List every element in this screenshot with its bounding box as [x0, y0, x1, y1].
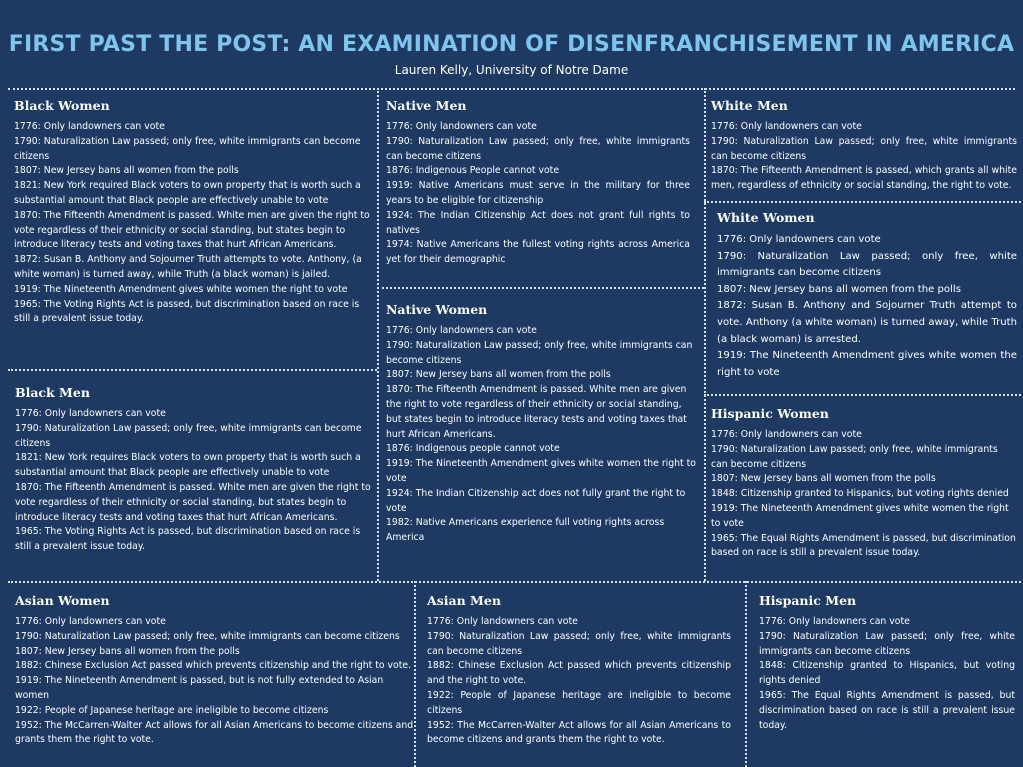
divider-white	[704, 201, 1021, 203]
timeline-entry: 1965: The Voting Rights Act is passed, but discrimination based on race is still a prevalent issue today.	[14, 298, 360, 325]
timeline-entry: 1790: Naturalization Law passed; only free, white immigrants can become citizens	[15, 422, 362, 449]
timeline-entry: 1876: Indigenous people cannot vote	[386, 443, 560, 455]
divider-top	[8, 88, 1015, 90]
section-native-women	[386, 302, 698, 546]
timeline-entry: 1807: New Jersey bans all women from the polls	[711, 473, 936, 485]
timeline-entry: 1919: The Nineteenth Amendment gives white women the right to vote	[717, 350, 1017, 378]
section-asian-women	[15, 593, 415, 748]
section-white-men	[711, 98, 1017, 194]
timeline-entry: 1790: Naturalization Law passed; only free, white immigrants can become citizens	[759, 630, 1015, 657]
timeline-entry: 1919: The Nineteenth Amendment gives white women the right to vote	[14, 283, 348, 295]
timeline-entry: 1952: The McCarren-Walter Act allows for all Asian Americans to become citizens and grants them the right to vote.	[15, 719, 414, 746]
timeline-entry: 1776: Only landowners can vote	[717, 234, 881, 245]
timeline-entry: 1807: New Jersey bans all women from the polls	[717, 283, 961, 295]
timeline-entry: 1776: Only landowners can vote	[711, 429, 862, 440]
timeline-entry: 1882: Chinese Exclusion Act passed which prevents citizenship and the right to vote.	[15, 660, 412, 672]
timeline-entry: 1848: Citizenship granted to Hispanics, but voting rights denied	[711, 488, 1009, 500]
timeline-entry: 1870: The Fifteenth Amendment is passed, which grants all white men, regardless of ethnicity or social standing, the right to vote.	[711, 165, 1017, 192]
timeline-entry: 1982: Native Americans experience full voting rights across America	[386, 517, 665, 544]
timeline-entry: 1807: New Jersey bans all women from the polls	[15, 645, 240, 657]
timeline-entry: 1790: Naturalization Law passed; only free, white immigrants can become citizens	[717, 250, 1017, 279]
section-heading: Hispanic Women	[711, 406, 829, 421]
section-heading: Hispanic Men	[759, 593, 857, 608]
timeline-entry: 1919: Native Americans must serve in the military for three years to be eligible for citizenship	[386, 180, 690, 206]
timeline-entry: 1872: Susan B. Anthony and Sojourner Truth attempts to vote. Anthony, (a white woman) is turned away, while Truth (a black woman) is jailed.	[14, 254, 362, 280]
timeline-entry: 1776: Only landowners can vote	[386, 325, 537, 336]
divider-black	[8, 369, 377, 371]
timeline-entry: 1776: Only landowners can vote	[711, 121, 862, 132]
timeline-entry: 1952: The McCarren-Walter Act allows for all Asian Americans to become citizens and grants them the right to vote.	[427, 719, 731, 746]
timeline-entry: 1776: Only landowners can vote	[15, 408, 166, 419]
timeline-entry: 1919: The Nineteenth Amendment gives white women the right to vote	[711, 502, 1009, 529]
timeline-entry: 1776: Only landowners can vote	[759, 616, 910, 627]
section-heading: Asian Men	[427, 593, 501, 608]
section-heading: Black Men	[15, 385, 90, 400]
section-native-men	[386, 98, 690, 268]
divider-bottom-row	[8, 581, 1021, 583]
timeline-entry: 1790: Naturalization Law passed; only free, white immigrants can become citizens	[386, 135, 690, 162]
timeline-entry: 1965: The Equal Rights Amendment is passed, but discrimination based on race is still a prevalent issue today.	[759, 689, 1015, 731]
timeline-entry: 1776: Only landowners can vote	[386, 121, 537, 132]
poster-subtitle: Lauren Kelly, University of Notre Dame	[394, 63, 629, 77]
timeline-entry: 1974: Native Americans the fullest voting rights across America yet for their demographic	[386, 239, 690, 266]
timeline-entry: 1790: Naturalization Law passed; only free, white immigrants can become citizens	[711, 135, 1017, 162]
timeline-entry: 1807: New Jersey bans all women from the polls	[14, 165, 239, 177]
timeline-entry: 1882: Chinese Exclusion Act passed which prevents citizenship and the right to vote.	[427, 660, 731, 687]
divider-middle-upper	[704, 88, 706, 581]
section-heading: Native Women	[386, 302, 488, 317]
timeline-entry: 1924: The Indian Citizenship Act does not grant full rights to natives	[386, 209, 690, 236]
timeline-entry: 1790: Naturalization Law passed; only free, white immigrants can become citizens	[427, 630, 731, 657]
section-black-men	[15, 385, 373, 555]
timeline-entry: 1922: People of Japanese heritage are ineligible to become citizens	[427, 689, 731, 716]
timeline-entry: 1776: Only landowners can vote	[427, 616, 578, 627]
timeline-entry: 1790: Naturalization Law passed; only free, white immigrants can become citizens	[386, 339, 693, 366]
timeline-entry: 1776: Only landowners can vote	[14, 121, 165, 132]
section-heading: White Women	[717, 210, 815, 225]
timeline-entry: 1776: Only landowners can vote	[15, 616, 166, 627]
section-heading: White Men	[711, 98, 788, 113]
section-hispanic-women	[711, 406, 1017, 561]
timeline-entry: 1790: Naturalization Law passed; only free, white immigrants can become citizens	[15, 630, 400, 642]
timeline-entry: 1790: Naturalization Law passed; only free, white immigrants can become citizens	[14, 135, 361, 162]
section-white-women	[717, 210, 1017, 381]
section-asian-men	[427, 593, 731, 748]
divider-native	[377, 287, 704, 289]
timeline-entry: 1919: The Nineteenth Amendment is passed, but is not fully extended to Asian women	[15, 675, 384, 701]
timeline-entry: 1790: Naturalization Law passed; only free, white immigrants can become citizens	[711, 443, 998, 470]
timeline-entry: 1870: The Fifteenth Amendment is passed. White men are given the right to vote regardless of their ethnicity or social standing, but states begin to introduce literacy tests and voting taxes that hurt African Americans.	[14, 209, 370, 251]
timeline-entry: 1870: The Fifteenth Amendment is passed. White men are given the right to vote regardless of their ethnicity or social standing, but states begin to introduce literacy tests and voting taxes that hurt African Americans.	[15, 481, 371, 523]
divider-left-upper	[377, 88, 379, 581]
timeline-entry: 1870: The Fifteenth Amendment is passed. White men are given the right to vote regardless of their ethnicity or social standing, but states begin to introduce literacy tests and voting taxes that hurt African Americans.	[386, 384, 687, 440]
section-heading: Asian Women	[15, 593, 110, 608]
timeline-entry: 1922: People of Japanese heritage are ineligible to become citizens	[15, 704, 329, 716]
timeline-entry: 1821: New York required Black voters to own property that is worth such a substantial amount that Black people are effectively unable to vote	[14, 180, 361, 206]
timeline-entry: 1924: The Indian Citizenship act does not fully grant the right to vote	[386, 487, 686, 514]
timeline-entry: 1821: New York requires Black voters to own property that is worth such a substantial amount that Black people are effectively unable to vote	[15, 452, 361, 479]
timeline-entry: 1807: New Jersey bans all women from the polls	[386, 369, 611, 381]
timeline-entry: 1919: The Nineteenth Amendment gives white women the right to vote	[386, 458, 696, 484]
section-black-women	[14, 98, 372, 327]
timeline-entry: 1872: Susan B. Anthony and Sojourner Truth attempt to vote. Anthony (a white woman) is turned away, while Truth (a black woman) is arrested.	[717, 300, 1017, 345]
timeline-entry: 1965: The Equal Rights Amendment is passed, but discrimination based on race is still a prevalent issue today.	[711, 532, 1016, 559]
timeline-entry: 1965: The Voting Rights Act is passed, but discrimination based on race is still a prevalent issue today.	[15, 526, 361, 553]
divider-bottom-right	[745, 581, 747, 767]
section-hispanic-men	[759, 593, 1015, 733]
section-heading: Black Women	[14, 98, 110, 113]
section-heading: Native Men	[386, 98, 467, 113]
timeline-entry: 1848: Citizenship granted to Hispanics, but voting rights denied	[759, 660, 1015, 687]
timeline-entry: 1876: Indigenous People cannot vote	[386, 165, 560, 177]
poster-title: FIRST PAST THE POST: AN EXAMINATION OF DISENFRANCHISEMENT IN AMERICA	[8, 32, 1015, 57]
divider-white-hispanic	[704, 394, 1021, 396]
